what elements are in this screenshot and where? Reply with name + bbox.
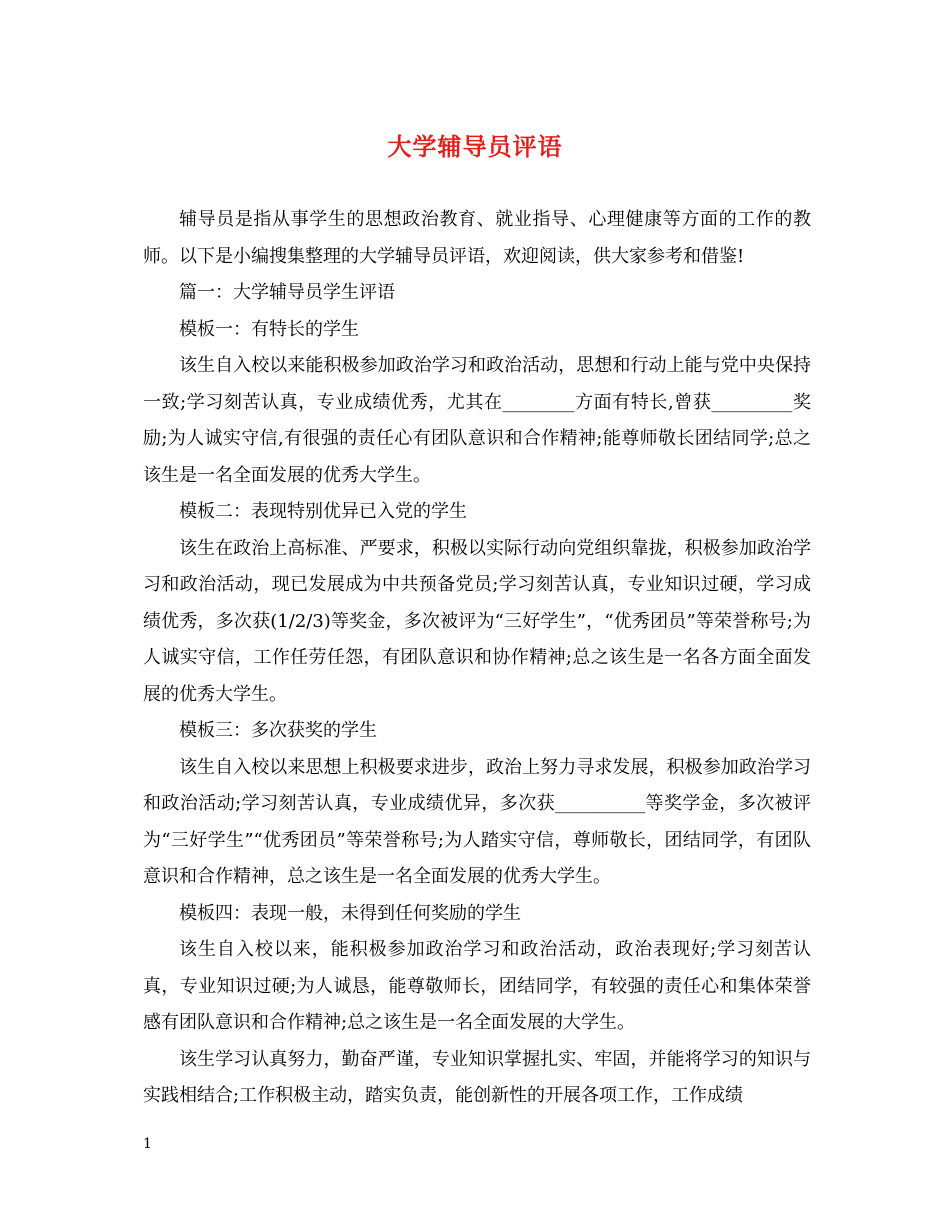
template-heading-3: 模板三：多次获奖的学生: [179, 720, 377, 741]
template-heading-2: 模板二：表现特别优异已入党的学生: [179, 501, 467, 522]
section-heading: 篇一：大学辅导员学生评语: [179, 282, 395, 303]
template-heading-4: 模板四：表现一般，未得到任何奖励的学生: [179, 902, 521, 924]
document-body: [143, 202, 811, 1115]
template-body-2: 该生在政治上高标准、严要求，积极以实际行动向党组织靠拢，积极参加政治学习和政治活动，现已发展成为中共预备党员;学习刻苦认真，专业知识过硬，学习成绩优秀，多次获(1/2/3)等奖金，多次被评为“三好学生”，“优秀团员”等荣誉称号;为人诚实守信，工作任劳任怨，有团队意识和协作精神;总之该生是一名各方面全面发展的优秀大学生。: [143, 537, 811, 705]
document-title: 大学辅导员评语: [387, 132, 563, 161]
template-body-1: 该生自入校以来能积极参加政治学习和政治活动，思想和行动上能与党中央保持一致;学习刻苦认真，专业成绩优秀，尤其在________方面有特长,曾获_________奖励;为人诚实守信,有很强的责任心有团队意识和合作精神;能尊师敬长团结同学;总之该生是一名全面发展的优秀大学生。: [143, 355, 811, 486]
intro-paragraph: 辅导员是指从事学生的思想政治教育、就业指导、心理健康等方面的工作的教师。以下是小编搜集整理的大学辅导员评语，欢迎阅读，供大家参考和借鉴!: [143, 209, 811, 267]
template-body-3: 该生自入校以来思想上积极要求进步，政治上努力寻求发展，积极参加政治学习和政治活动;学习刻苦认真，专业成绩优异，多次获__________等奖学金，多次被评为“三好学生”“优秀团员”等荣誉称号;为人踏实守信，尊师敬长，团结同学，有团队意识和合作精神，总之该生是一名全面发展的优秀大学生。: [143, 756, 811, 887]
template-body-4: 该生自入校以来，能积极参加政治学习和政治活动，政治表现好;学习刻苦认真，专业知识过硬;为人诚恳，能尊敬师长，团结同学，有较强的责任心和集体荣誉感有团队意识和合作精神;总之该生是一名全面发展的大学生。: [143, 939, 811, 1033]
comment-paragraph: 该生学习认真努力，勤奋严谨，专业知识掌握扎实、牢固，并能将学习的知识与实践相结合;工作积极主动，踏实负责，能创新性的开展各项工作，工作成绩: [143, 1048, 811, 1106]
page-number: 1: [143, 1136, 152, 1152]
template-heading-1: 模板一：有特长的学生: [179, 318, 359, 340]
